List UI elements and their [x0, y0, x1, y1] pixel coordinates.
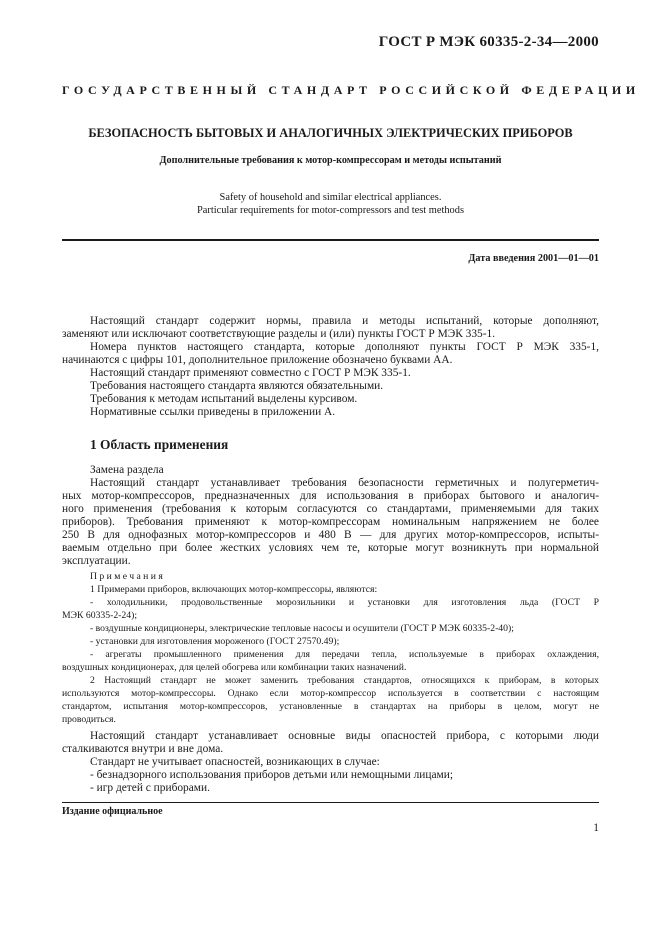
scope-line-7: эксплуатации.	[62, 555, 131, 567]
exclusion-item-1: - безнадзорного использования приборов детьми или немощными лицами;	[90, 769, 453, 781]
note-2-line-4: проводиться.	[62, 714, 116, 725]
scope-line-4: приборов). Требования применяют к мотор-компрессорам номинальным напряжением не более	[62, 516, 599, 528]
page-number: 1	[593, 822, 599, 834]
header-divider	[62, 239, 599, 241]
note-1-item-2: - воздушные кондиционеры, электрические тепловые насосы и осушители (ГОСТ Р МЭК 60335-2-40);	[90, 623, 514, 634]
notes-heading: Примечания	[90, 571, 166, 582]
document-subtitle: Дополнительные требования к мотор-компрессорам и методы испытаний	[159, 155, 502, 166]
standard-code: ГОСТ Р МЭК 60335-2-34—2000	[378, 34, 599, 50]
section-1-heading: 1 Область применения	[90, 437, 229, 452]
official-edition-label: Издание официальное	[62, 806, 163, 817]
english-title-line-2: Particular requirements for motor-compressors and test methods	[197, 205, 464, 216]
scope-line-5: 250 В для однофазных мотор-компрессоров и 480 В — для других мотор-компрессоров, испыты-	[62, 529, 599, 541]
note-1-item-3: - установки для изготовления мороженого (ГОСТ 27570.49);	[90, 636, 340, 647]
hazards-line-1: Настоящий стандарт устанавливает основные виды опасностей прибора, с которыми люди	[90, 730, 599, 742]
footer-divider	[62, 802, 599, 803]
note-1-item-4-line-1: - агрегаты промышленного применения для передачи тепла, используемые в приборах охлаждения,	[90, 649, 599, 660]
scope-line-2: ных мотор-компрессоров, предназначенных для использования в приборах бытового и аналогич-	[62, 490, 599, 502]
replace-note: Замена раздела	[90, 464, 164, 476]
scope-line-1: Настоящий стандарт устанавливает требования безопасности герметичных и полугерметич-	[90, 477, 599, 489]
document-title: БЕЗОПАСНОСТЬ БЫТОВЫХ И АНАЛОГИЧНЫХ ЭЛЕКТРИЧЕСКИХ ПРИБОРОВ	[88, 126, 573, 140]
hazards-line-2: сталкиваются внутри и вне дома.	[62, 743, 224, 755]
english-title	[62, 191, 599, 217]
exclusions-intro: Стандарт не учитывает опасностей, возникающих в случае:	[90, 756, 380, 768]
note-1-intro: 1 Примерами приборов, включающих мотор-компрессоры, являются:	[90, 584, 378, 595]
note-1-item-4-line-2: воздушных кондиционерах, для целей обогрева или комбинации таких назначений.	[62, 662, 407, 673]
scope-line-3: ного применения (требования к которым согласуются со стандартами, применяемыми для таких	[62, 503, 599, 515]
intro-paragraph-3: Настоящий стандарт применяют совместно с ГОСТ Р МЭК 335-1.	[90, 367, 411, 379]
intro-paragraph-5: Требования к методам испытаний выделены курсивом.	[90, 393, 358, 405]
intro-paragraph-1-line-2: заменяют или исключают соответствующие разделы и (или) пункты ГОСТ Р МЭК 335-1.	[62, 328, 496, 340]
note-2-line-3: стандартом, испытания мотор-компрессоров, установленные в стандартах на приборы в целом, могут не	[62, 701, 599, 712]
intro-paragraph-6: Нормативные ссылки приведены в приложении А.	[90, 406, 336, 418]
state-standard-banner: ГОСУДАРСТВЕННЫЙ СТАНДАРТ РОССИЙСКОЙ ФЕДЕРАЦИИ	[62, 83, 640, 97]
note-2-line-1: 2 Настоящий стандарт не может заменить требования стандартов, относящихся к приборам, в которых	[90, 675, 599, 686]
introduction-date: Дата введения 2001—01—01	[468, 253, 599, 264]
scope-line-6: ваемым отдельно при более жестких условиях чем те, которые могут возникнуть при нормальной	[62, 542, 599, 554]
exclusion-item-2: - игр детей с приборами.	[90, 782, 210, 794]
intro-paragraph-2-line-1: Номера пунктов настоящего стандарта, которые дополняют пункты ГОСТ Р МЭК 335-1,	[90, 341, 599, 353]
intro-paragraph-2-line-2: начинаются с цифры 101, дополнительное приложение обозначено буквами АА.	[62, 354, 453, 366]
english-title-line-1: Safety of household and similar electrical appliances.	[219, 192, 442, 203]
note-1-item-1-line-1: - холодильники, продовольственные морозильники и установки для изготовления льда (ГОСТ Р	[90, 597, 599, 608]
note-2-line-2: используются мотор-компрессоры. Однако если мотор-компрессор используется в соответствии с настоящим	[62, 688, 599, 699]
note-1-item-1-line-2: МЭК 60335-2-24);	[62, 610, 138, 621]
intro-paragraph-1-line-1: Настоящий стандарт содержит нормы, правила и методы испытаний, которые дополняют,	[90, 315, 599, 327]
intro-paragraph-4: Требования настоящего стандарта являются обязательными.	[90, 380, 384, 392]
